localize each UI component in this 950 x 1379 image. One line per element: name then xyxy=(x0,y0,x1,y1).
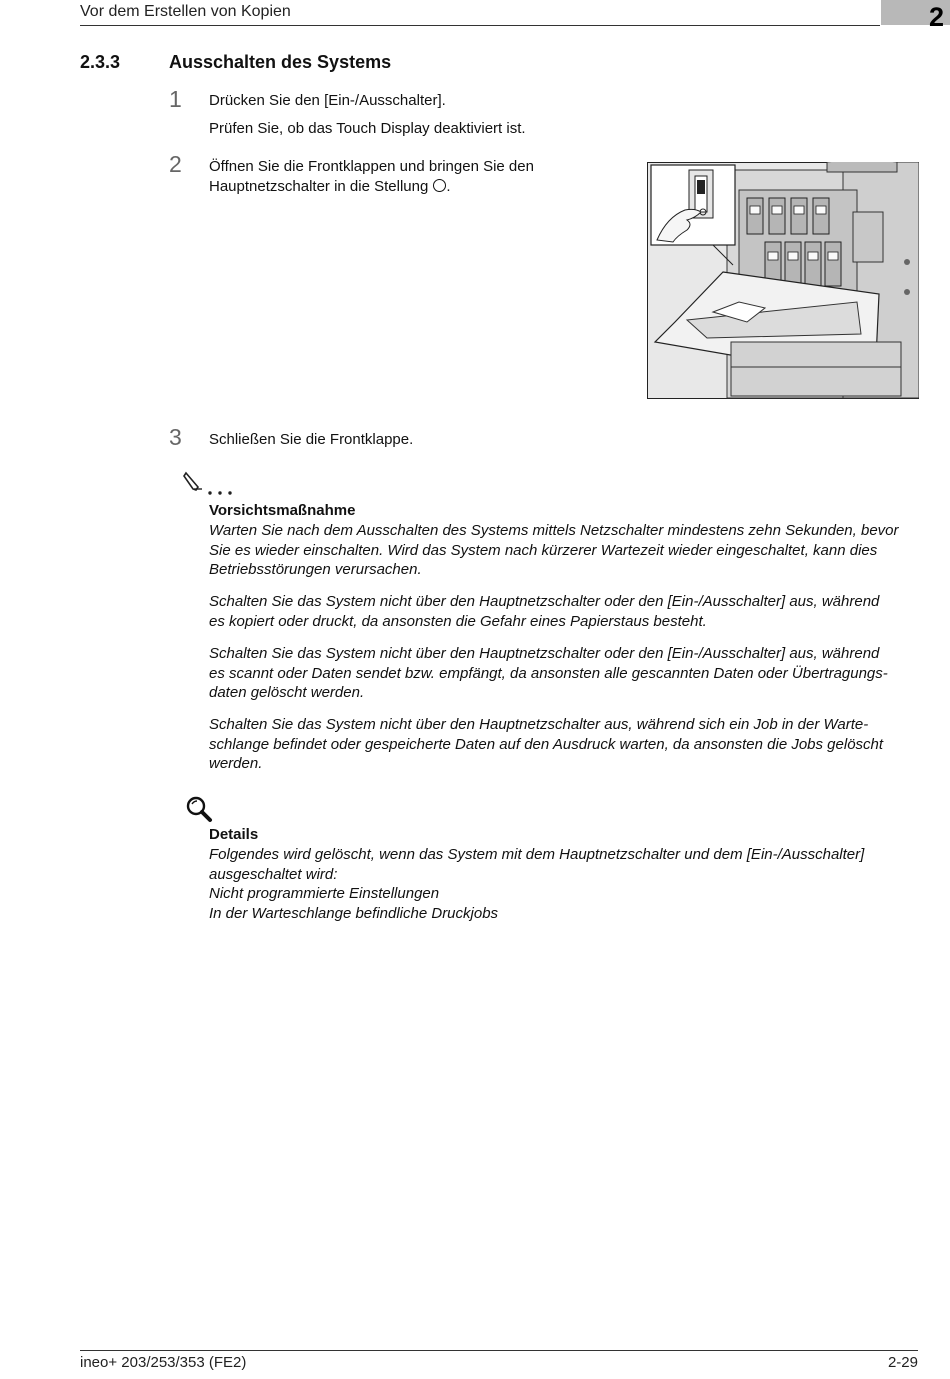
caution-heading: Vorsichtsmaßnahme xyxy=(209,502,356,519)
caution-paragraph-1-line: Sie es wieder einschalten. Wird das System nach kürzerer Wartezeit wieder eingeschaltet, kann dies xyxy=(209,541,878,559)
caution-paragraph-3 xyxy=(209,644,924,703)
details-line: Nicht programmierte Einstellungen xyxy=(209,885,440,902)
footer-model: ineo+ 203/253/353 (FE2) xyxy=(80,1354,247,1371)
magnifier-icon xyxy=(185,795,213,823)
step-2-trailing-punct: . xyxy=(446,178,451,195)
step-2-text-line2 xyxy=(209,177,450,197)
section-title: Ausschalten des Systems xyxy=(169,52,392,72)
step-2-text-line1: Öffnen Sie die Frontklappen und bringen Sie den xyxy=(209,158,534,175)
caution-paragraph-2-line: Schalten Sie das System nicht über den Hauptnetzschalter oder den [Ein-/Ausschalter] aus, während xyxy=(209,593,880,610)
caution-paragraph-2 xyxy=(209,592,924,631)
caution-paragraph-4-line: schlange befindet oder gespeicherte Daten auf den Ausdruck warten, da ansonsten die Jobs gelöscht xyxy=(209,735,884,753)
caution-paragraph-4-line: Schalten Sie das System nicht über den Hauptnetzschalter aus, während sich ein Job in der Warte- xyxy=(209,716,869,733)
details-line: In der Warteschlange befindliche Druckjobs xyxy=(209,904,499,922)
caution-paragraph-1 xyxy=(209,521,924,580)
chapter-number-tab: 2 xyxy=(881,0,950,25)
step-2-text-line2-label: Hauptnetzschalter in die Stellung xyxy=(209,178,429,195)
off-position-circle-icon xyxy=(433,179,446,192)
details-line: Folgendes wird gelöscht, wenn das System mit dem Hauptnetzschalter und dem [Ein-/Ausschalter] xyxy=(209,846,865,863)
running-title: Vor dem Erstellen von Kopien xyxy=(80,3,291,20)
header-rule xyxy=(80,25,880,26)
caution-paragraph-3-line: Schalten Sie das System nicht über den Hauptnetzschalter oder den [Ein-/Ausschalter] aus, während xyxy=(209,645,880,662)
caution-paragraph-2-line: es kopiert oder druckt, da ansonsten die Gefahr eines Papierstaus besteht. xyxy=(209,612,707,630)
caution-paragraph-4-line: werden. xyxy=(209,755,263,772)
caution-paragraph-3-line: daten gelöscht werden. xyxy=(209,684,365,701)
step-2-number: 2 xyxy=(169,151,182,177)
caution-paragraph-4 xyxy=(209,715,924,774)
footer-page-number: 2-29 xyxy=(887,1354,918,1371)
step-1-text: Drücken Sie den [Ein-/Ausschalter]. xyxy=(209,92,446,109)
caution-paragraph-1-line: Betriebsstörungen verursachen. xyxy=(209,561,422,578)
printer-front-door-open-main-switch-illustration xyxy=(647,162,919,399)
details-text xyxy=(209,845,924,923)
step-3-number: 3 xyxy=(169,424,182,450)
footer-rule xyxy=(80,1350,918,1351)
details-heading: Details xyxy=(209,826,259,843)
step-1-subtext: Prüfen Sie, ob das Touch Display deaktiviert ist. xyxy=(209,120,526,137)
step-3-text: Schließen Sie die Frontklappe. xyxy=(209,431,414,448)
caution-paragraph-3-line: es scannt oder Daten sendet bzw. empfängt, da ansonsten alle gescannten Daten oder Übertragungs- xyxy=(209,664,888,682)
section-number: 2.3.3 xyxy=(80,52,121,72)
details-line: ausgeschaltet wird: xyxy=(209,865,338,883)
caution-paragraph-1-line: Warten Sie nach dem Ausschalten des Systems mittels Netzschalter mindestens zehn Sekunden, bevor xyxy=(209,522,899,539)
step-1-number: 1 xyxy=(169,86,182,112)
pencil-note-icon xyxy=(183,470,235,498)
